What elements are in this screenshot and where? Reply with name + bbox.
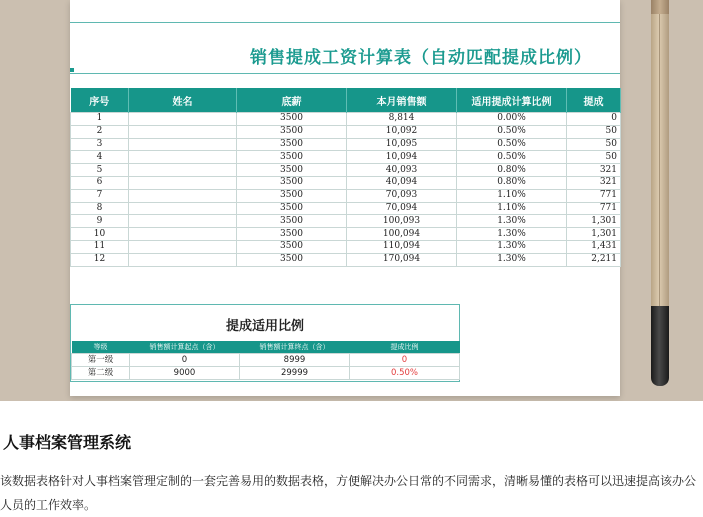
table-cell: 100,093 [347, 215, 457, 228]
table-cell: 771 [567, 189, 621, 202]
table-cell [129, 113, 237, 126]
table-cell: 0.00% [457, 113, 567, 126]
rate-cell: 0 [350, 354, 460, 367]
table-cell: 50 [567, 125, 621, 138]
table-cell: 3500 [237, 240, 347, 253]
spreadsheet-preview [70, 0, 620, 396]
table-row [71, 151, 621, 164]
table-row [71, 138, 621, 151]
table-cell: 2 [71, 125, 129, 138]
table-cell: 11 [71, 240, 129, 253]
table-cell: 50 [567, 138, 621, 151]
table-cell: 1,301 [567, 228, 621, 241]
table-cell: 50 [567, 151, 621, 164]
table-cell [129, 176, 237, 189]
table-cell: 1.10% [457, 189, 567, 202]
table-cell: 3500 [237, 138, 347, 151]
rate-cell: 9000 [130, 367, 240, 380]
table-row [71, 228, 621, 241]
table-cell: 0.80% [457, 164, 567, 177]
pencil-decoration [651, 0, 669, 401]
table-cell: 3500 [237, 164, 347, 177]
col-header-index: 序号 [71, 88, 129, 113]
table-cell: 6 [71, 176, 129, 189]
table-cell: 3 [71, 138, 129, 151]
table-cell [129, 215, 237, 228]
table-cell: 1 [71, 113, 129, 126]
table-cell [129, 138, 237, 151]
table-cell: 0 [567, 113, 621, 126]
table-cell [129, 125, 237, 138]
table-cell: 4 [71, 151, 129, 164]
table-cell [129, 189, 237, 202]
table-cell: 2,211 [567, 253, 621, 266]
table-cell: 0.50% [457, 138, 567, 151]
col-header-base-salary: 底薪 [237, 88, 347, 113]
table-row [71, 176, 621, 189]
table-cell: 10,092 [347, 125, 457, 138]
table-cell: 40,094 [347, 176, 457, 189]
table-cell: 771 [567, 202, 621, 215]
table-cell [129, 202, 237, 215]
table-cell: 321 [567, 164, 621, 177]
col-header-rate: 适用提成计算比例 [457, 88, 567, 113]
table-cell [129, 164, 237, 177]
rate-table-box [70, 304, 460, 382]
table-cell: 170,094 [347, 253, 457, 266]
table-cell: 100,094 [347, 228, 457, 241]
rate-header-row [72, 341, 460, 354]
table-cell: 70,094 [347, 202, 457, 215]
rate-table [71, 341, 460, 380]
table-header-row [71, 88, 621, 113]
table-cell: 0.50% [457, 151, 567, 164]
rate-table-title: 提成适用比例 [225, 319, 304, 334]
table-cell: 5 [71, 164, 129, 177]
table-cell: 1.30% [457, 240, 567, 253]
cell-marker [70, 68, 74, 72]
table-row [71, 253, 621, 266]
rate-col-ratio: 提成比例 [350, 341, 460, 354]
table-row [71, 164, 621, 177]
pencil-ridge [659, 14, 660, 310]
table-cell: 3500 [237, 202, 347, 215]
table-cell [129, 151, 237, 164]
table-cell: 3500 [237, 189, 347, 202]
rate-cell: 0.50% [350, 367, 460, 380]
table-row [71, 240, 621, 253]
table-cell: 3500 [237, 253, 347, 266]
table-cell: 3500 [237, 176, 347, 189]
table-cell: 7 [71, 189, 129, 202]
table-cell: 110,094 [347, 240, 457, 253]
table-cell: 0.80% [457, 176, 567, 189]
table-cell: 12 [71, 253, 129, 266]
table-cell: 1,301 [567, 215, 621, 228]
table-cell: 1.10% [457, 202, 567, 215]
col-header-name: 姓名 [129, 88, 237, 113]
table-cell: 8,814 [347, 113, 457, 126]
col-header-monthly-sales: 本月销售额 [347, 88, 457, 113]
article-description: 该数据表格针对人事档案管理定制的一套完善易用的数据表格，方便解决办公日常的不同需求，清晰易懂的表格可以迅速提高该办公人员的工作效率。 [0, 474, 697, 512]
rate-cell: 第二级 [72, 367, 130, 380]
col-header-commission: 提成 [567, 88, 621, 113]
table-cell: 321 [567, 176, 621, 189]
sheet-title-box [70, 22, 620, 74]
table-cell [129, 240, 237, 253]
table-row [71, 189, 621, 202]
pencil-body [651, 14, 669, 310]
table-cell: 3500 [237, 215, 347, 228]
commission-table [70, 88, 621, 267]
table-cell [129, 228, 237, 241]
table-row [71, 125, 621, 138]
table-row [71, 202, 621, 215]
table-cell: 10,095 [347, 138, 457, 151]
table-row [71, 113, 621, 126]
table-cell: 1,431 [567, 240, 621, 253]
rate-cell: 8999 [240, 354, 350, 367]
table-cell: 10 [71, 228, 129, 241]
table-row [71, 215, 621, 228]
table-cell: 8 [71, 202, 129, 215]
table-cell: 3500 [237, 113, 347, 126]
table-cell [129, 253, 237, 266]
sheet-title: 销售提成工资计算表（自动匹配提成比例） [250, 48, 592, 68]
rate-col-start: 销售额计算起点（含） [130, 341, 240, 354]
table-cell: 0.50% [457, 125, 567, 138]
rate-cell: 0 [130, 354, 240, 367]
table-cell: 10,094 [347, 151, 457, 164]
table-cell: 3500 [237, 228, 347, 241]
rate-row [72, 367, 460, 380]
article-heading: 人事档案管理系统 [3, 433, 132, 452]
table-cell: 40,093 [347, 164, 457, 177]
table-cell: 3500 [237, 125, 347, 138]
rate-cell: 29999 [240, 367, 350, 380]
rate-cell: 第一级 [72, 354, 130, 367]
table-cell: 9 [71, 215, 129, 228]
table-cell: 1.30% [457, 215, 567, 228]
table-cell: 70,093 [347, 189, 457, 202]
rate-row [72, 354, 460, 367]
table-cell: 3500 [237, 151, 347, 164]
rate-col-end: 销售额计算终点（含） [240, 341, 350, 354]
pencil-cap [651, 306, 669, 386]
rate-col-level: 等级 [72, 341, 130, 354]
table-cell: 1.30% [457, 253, 567, 266]
table-cell: 1.30% [457, 228, 567, 241]
